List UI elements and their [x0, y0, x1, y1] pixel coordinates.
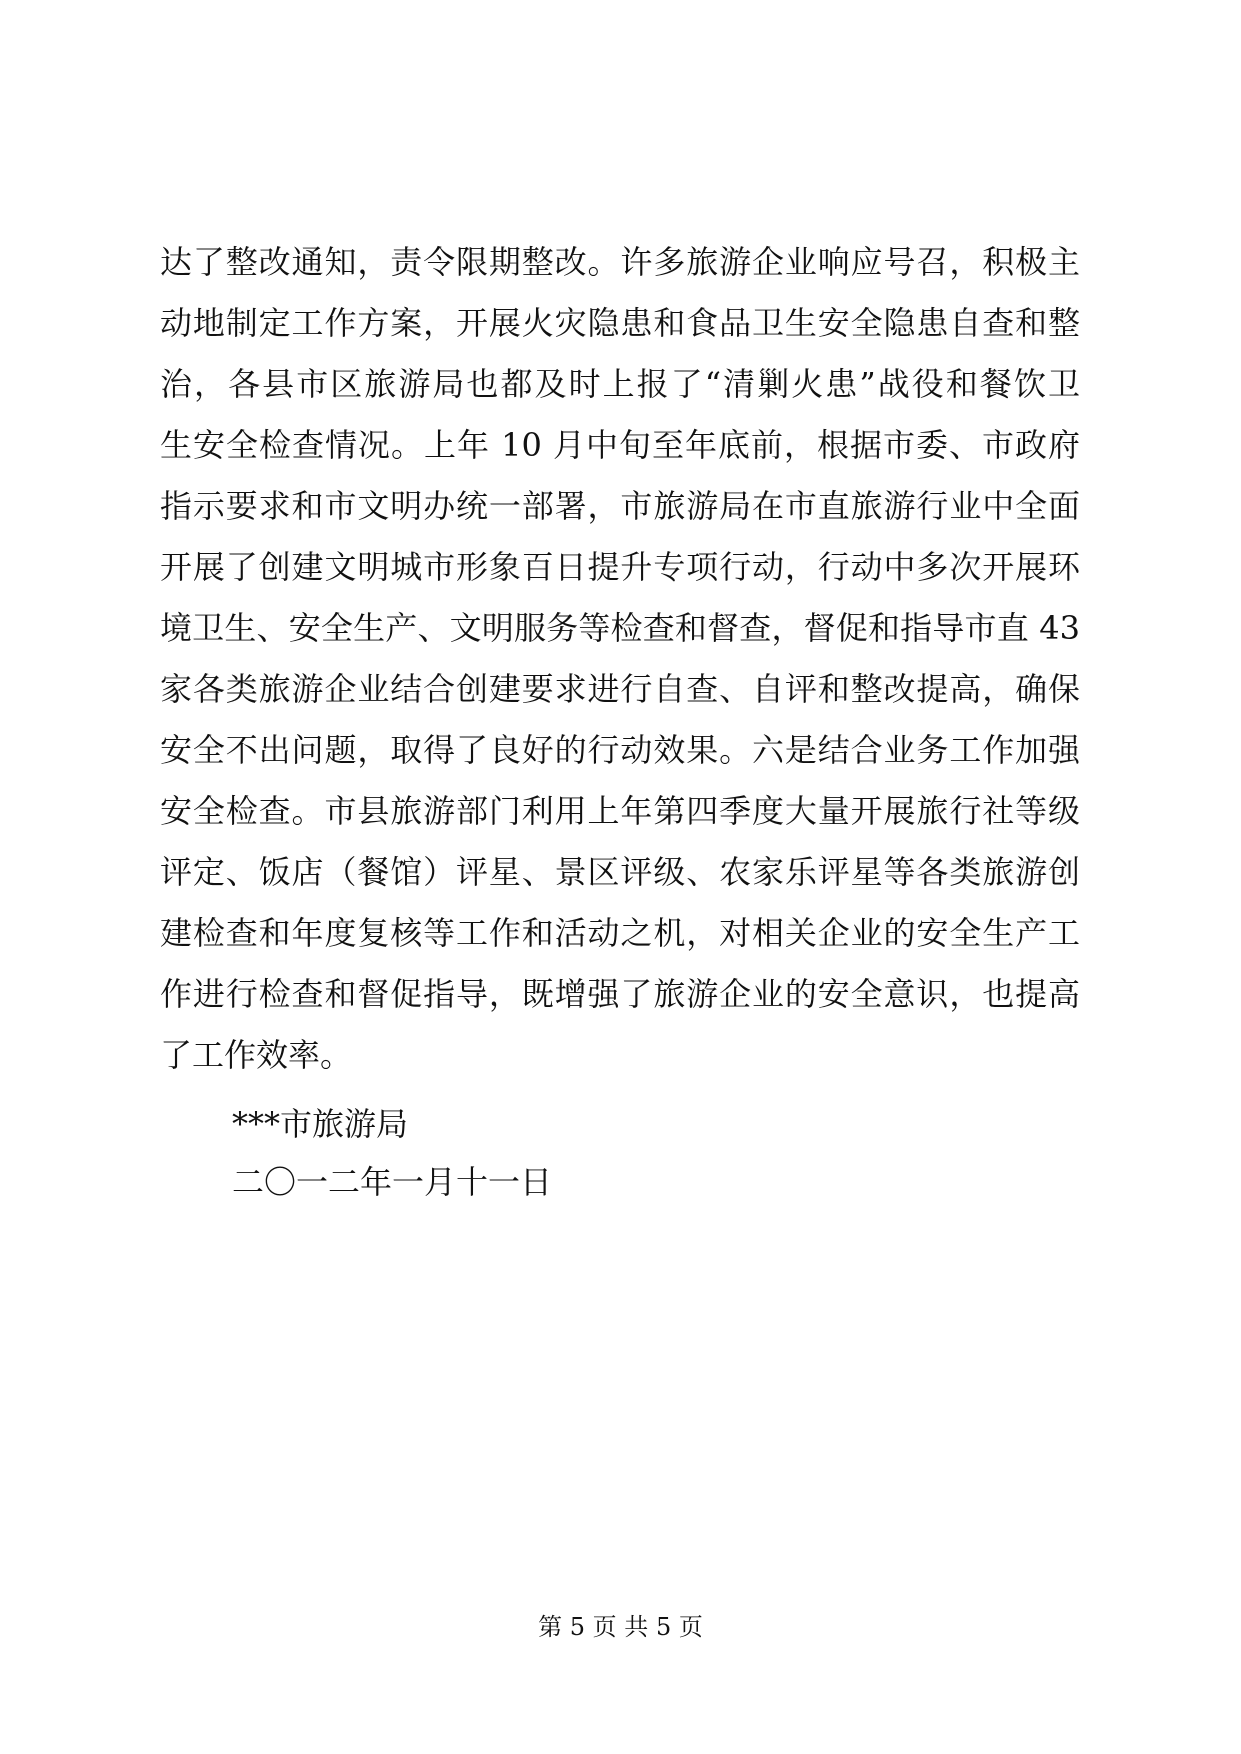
page-number-footer: 第 5 页 共 5 页: [538, 1613, 703, 1641]
paragraph-line: 作进行检查和督促指导，既增强了旅游企业的安全意识，也提高: [160, 975, 1080, 1013]
body-paragraph: [160, 232, 1080, 1086]
paragraph-line: 家各类旅游企业结合创建要求进行自查、自评和整改提高，确保: [160, 670, 1080, 708]
paragraph-line: 开展了创建文明城市形象百日提升专项行动，行动中多次开展环: [160, 548, 1080, 586]
paragraph-line: 安全不出问题，取得了良好的行动效果。六是结合业务工作加强: [160, 731, 1080, 769]
paragraph-line: 安全检查。市县旅游部门利用上年第四季度大量开展旅行社等级: [160, 792, 1080, 830]
paragraph-line: 治，各县市区旅游局也都及时上报了“清剿火患”战役和餐饮卫: [160, 365, 1080, 403]
paragraph-line: 评定、饭店（餐馆）评星、景区评级、农家乐评星等各类旅游创: [160, 853, 1080, 891]
signature-organization: ***市旅游局: [232, 1105, 409, 1143]
signature-date: 二〇一二年一月十一日: [232, 1163, 553, 1201]
paragraph-line: 生安全检查情况。上年 10 月中旬至年底前，根据市委、市政府: [160, 426, 1080, 464]
paragraph-line: 境卫生、安全生产、文明服务等检查和督查，督促和指导市直 43: [160, 609, 1080, 647]
paragraph-line: 建检查和年度复核等工作和活动之机，对相关企业的安全生产工: [160, 914, 1080, 952]
paragraph-line: 了工作效率。: [160, 1036, 353, 1074]
paragraph-line: 达了整改通知，责令限期整改。许多旅游企业响应号召，积极主: [160, 243, 1080, 281]
paragraph-line: 动地制定工作方案，开展火灾隐患和食品卫生安全隐患自查和整: [160, 304, 1080, 342]
paragraph-line: 指示要求和市文明办统一部署，市旅游局在市直旅游行业中全面: [160, 487, 1080, 525]
